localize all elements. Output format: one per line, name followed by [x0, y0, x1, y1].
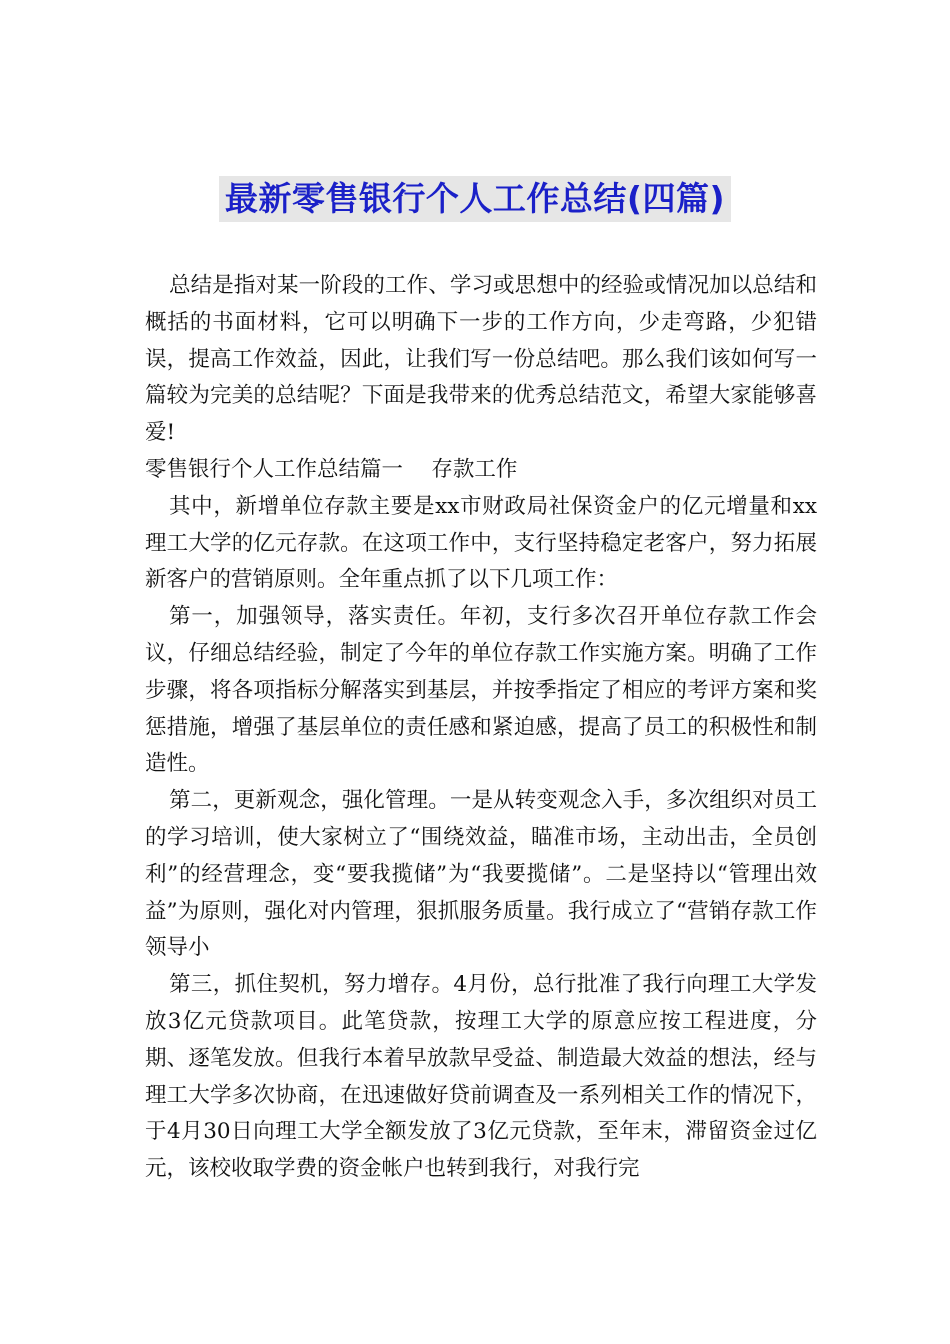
- body-paragraph: 第三，抓住契机，努力增存。4月份，总行批准了我行向理工大学发放3亿元贷款项目。此笔贷款，按理工大学的原意应按工程进度，分期、逐笔发放。但我行本着早放款早受益、制造最大效益的想法，经与理工大学多次协商，在迅速做好贷前调查及一系列相关工作的情况下，于4月30日向理工大学全额发放了3亿元贷款，至年末，滞留资金过亿元，该校收取学费的资金帐户也转到我行，对我行完: [145, 972, 817, 1182]
- document-body: [145, 268, 817, 1188]
- intro-paragraph: 总结是指对某一阶段的工作、学习或思想中的经验或情况加以总结和概括的书面材料，它可以明确下一步的工作方向，少走弯路，少犯错误，提高工作效益，因此，让我们写一份总结吧。那么我们该如何写一篇较为完美的总结呢？下面是我带来的优秀总结范文，希望大家能够喜爱!: [145, 273, 817, 446]
- body-paragraph: 第一，加强领导，落实责任。年初，支行多次召开单位存款工作会议，仔细总结经验，制定了今年的单位存款工作实施方案。明确了工作步骤，将各项指标分解落实到基层，并按季指定了相应的考评方案和奖惩措施，增强了基层单位的责任感和紧迫感，提高了员工的积极性和制造性。: [145, 604, 817, 777]
- document-title: 最新零售银行个人工作总结(四篇): [219, 176, 731, 222]
- section-heading: 零售银行个人工作总结篇一 存款工作: [145, 456, 518, 482]
- body-paragraph: 第二，更新观念，强化管理。一是从转变观念入手，多次组织对员工的学习培训，使大家树立了“围绕效益，瞄准市场，主动出击，全员创利”的经营理念，变“要我揽储”为“我要揽储”。二是坚持以“管理出效益”为原则，强化对内管理，狠抓服务质量。我行成立了“营销存款工作领导小: [145, 788, 817, 961]
- body-paragraph: 其中，新增单位存款主要是xx市财政局社保资金户的亿元增量和xx理工大学的亿元存款。在这项工作中，支行坚持稳定老客户，努力拓展新客户的营销原则。全年重点抓了以下几项工作：: [145, 493, 817, 593]
- title-container: [0, 176, 950, 222]
